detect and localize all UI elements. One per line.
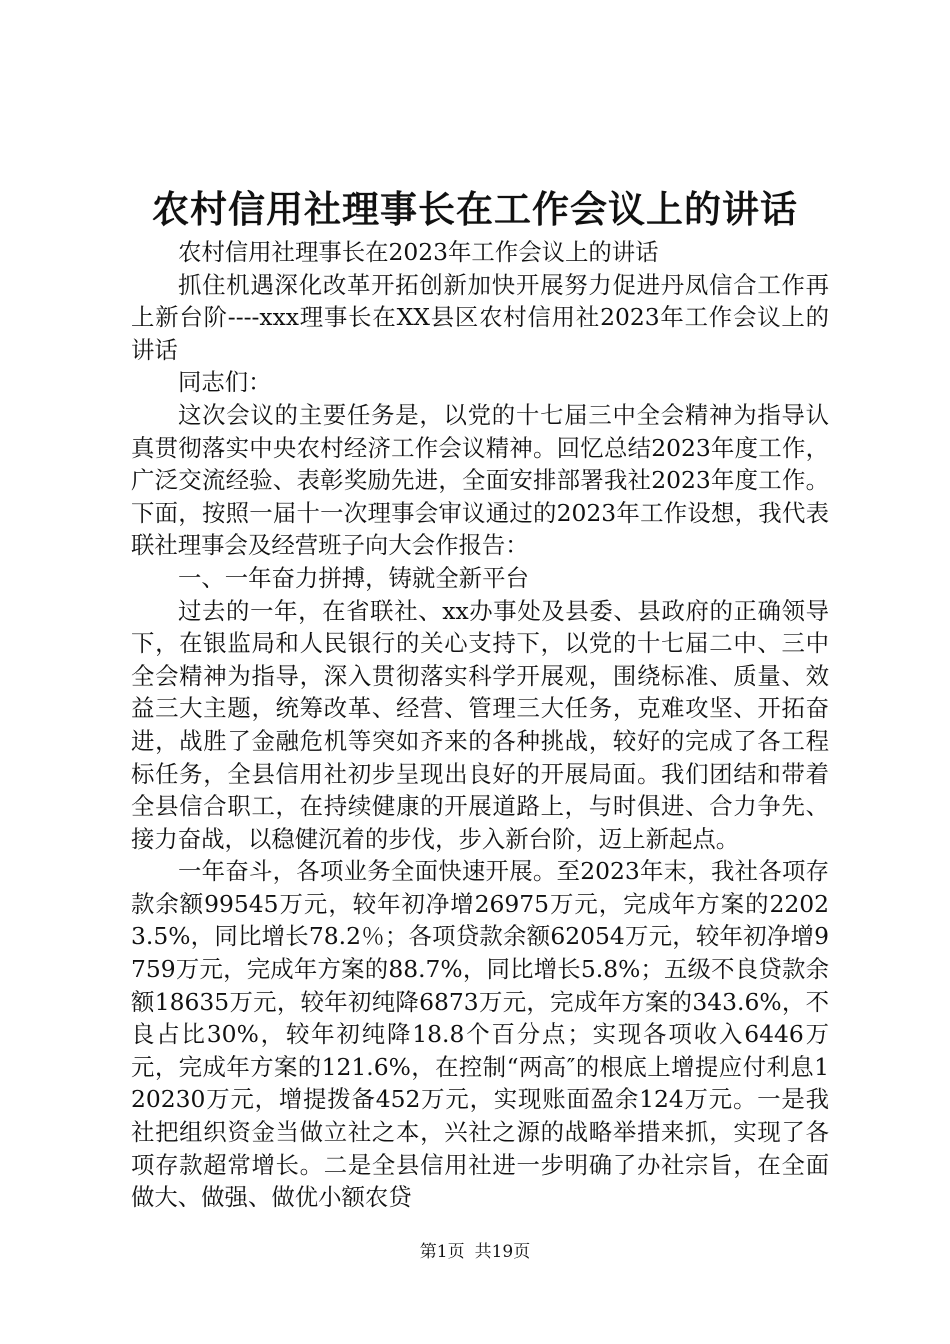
- document-body: [131, 236, 829, 1214]
- paragraph-intro: 这次会议的主要任务是，以党的十七届三中全会精神为指导认真贯彻落实中央农村经济工作会议精神。回忆总结2023年度工作，广泛交流经验、表彰奖励先进，全面安排部署我社2023年度工作。下面，按照一届十一次理事会审议通过的2023年工作设想，我代表联社理事会及经营班子向大会作报告：: [131, 400, 829, 560]
- paragraph-subtitle: 农村信用社理事长在2023年工作会议上的讲话: [178, 238, 659, 266]
- paragraph-review: 过去的一年，在省联社、xx办事处及县委、县政府的正确领导下，在银监局和人民银行的关心支持下，以党的十七届二中、三中全会精神为指导，深入贯彻落实科学开展观，围绕标准、质量、效益三大主题，统筹改革、经营、管理三大任务，克难攻坚、开拓奋进，战胜了金融危机等突如齐来的各种挑战，较好的完成了各工程标任务，全县信用社初步呈现出良好的开展局面。我们团结和带着全县信合职工，在持续健康的开展道路上，与时俱进、合力争先、接力奋战，以稳健沉着的步伐，步入新台阶，迈上新起点。: [131, 596, 829, 853]
- section-heading: 一、一年奋力拼搏，铸就全新平台: [178, 563, 529, 592]
- page-number: 第1页: [419, 1242, 465, 1262]
- page-footer: [0, 1240, 950, 1264]
- document-title: 农村信用社理事长在工作会议上的讲话: [152, 187, 798, 231]
- paragraph-results: 一年奋斗，各项业务全面快速开展。至2023年末，我社各项存款余额99545万元，较年初净增26975万元，完成年方案的22023.5%，同比增长78.2％；各项贷款余额62054万元，较年初净增9759万元，完成年方案的88.7%，同比增长5.8%；五级不良贷款余额18635万元，较年初纯降6873万元，完成年方案的343.6%，不良占比30%，较年初纯降18.8个百分点；实现各项收入6446万元，完成年方案的121.6%，在控制“两高″的根底上增提应付利息120230万元，增提拨备452万元，实现账面盈余124万元。一是我社把组织资金当做立社之本，兴社之源的战略举措来抓，实现了各项存款超常增长。二是全县信用社进一步明确了办社宗旨，在全面做大、做强、做优小额农贷: [131, 857, 829, 1212]
- paragraph-salutation: 同志们：: [178, 368, 272, 397]
- page-total: 共19页: [474, 1242, 531, 1262]
- paragraph-heading: 抓住机遇深化改革开拓创新加快开展努力促进丹凤信合工作再上新台阶----xxx理事长在XX县区农村信用社2023年工作会议上的讲话: [131, 270, 829, 364]
